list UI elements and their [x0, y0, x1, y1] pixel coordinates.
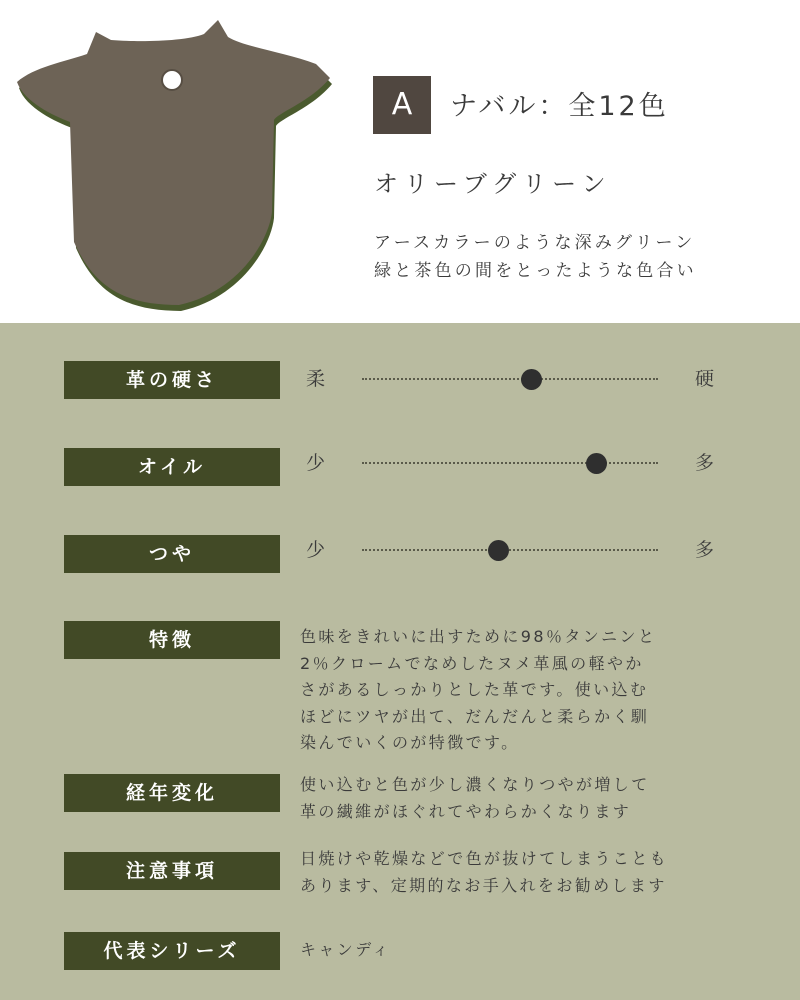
hardness-track	[362, 378, 658, 380]
aging-label: 経年変化	[64, 774, 280, 812]
color-description	[374, 229, 697, 285]
oil-track	[362, 462, 658, 464]
gloss-high-label: 多	[695, 539, 715, 561]
features-line: さがあるしっかりとした革です。使い込む	[300, 680, 649, 699]
series-value: キャンディ	[300, 940, 391, 959]
cow-leather-swatch-image	[14, 12, 334, 312]
oil-high-label: 多	[695, 452, 715, 474]
oil-label: オイル	[64, 448, 280, 486]
hardness-scale	[300, 359, 730, 399]
gloss-scale	[300, 530, 730, 570]
aging-line: 使い込むと色が少し濃くなりつやが増して	[300, 775, 650, 794]
hardness-low-label: 柔	[306, 368, 326, 390]
hardness-high-label: 硬	[695, 368, 715, 390]
caution-line: 日焼けや乾燥などで色が抜けてしまうことも	[300, 849, 669, 868]
variant-title: ナバル：全12色	[450, 91, 669, 122]
caution-text	[300, 846, 668, 899]
features-line: ほどにツヤが出て、だんだんと柔らかく馴	[300, 706, 650, 726]
color-description-line: 緑と茶色の間をとったような色合い	[374, 261, 697, 281]
features-line: 色味をきれいに出すために98％タンニンと	[300, 627, 657, 646]
gloss-marker	[488, 540, 509, 561]
hardness-label: 革の硬さ	[64, 361, 280, 399]
gloss-label: つや	[64, 535, 280, 573]
header-section	[0, 0, 800, 323]
gloss-low-label: 少	[306, 539, 326, 561]
color-description-line: アースカラーのような深みグリーン	[374, 233, 696, 253]
caution-line: あります、定期的なお手入れをお勧めします	[300, 875, 667, 895]
aging-text	[300, 772, 650, 825]
gloss-track	[362, 549, 658, 551]
hardness-marker	[521, 369, 542, 390]
oil-marker	[586, 453, 607, 474]
features-text	[300, 624, 656, 757]
oil-scale	[300, 443, 730, 483]
series-label: 代表シリーズ	[64, 932, 280, 970]
caution-label: 注意事項	[64, 852, 280, 890]
features-line: 染んでいくのが特徴です。	[300, 733, 520, 752]
variant-letter-badge: A	[373, 76, 431, 134]
features-label: 特徴	[64, 621, 280, 659]
features-line: 2％クロームでなめしたヌメ革風の軽やか	[300, 653, 644, 673]
color-name: オリーブグリーン	[374, 170, 612, 198]
aging-line: 革の繊維がほぐれてやわらかくなります	[300, 801, 632, 821]
oil-low-label: 少	[306, 452, 326, 474]
